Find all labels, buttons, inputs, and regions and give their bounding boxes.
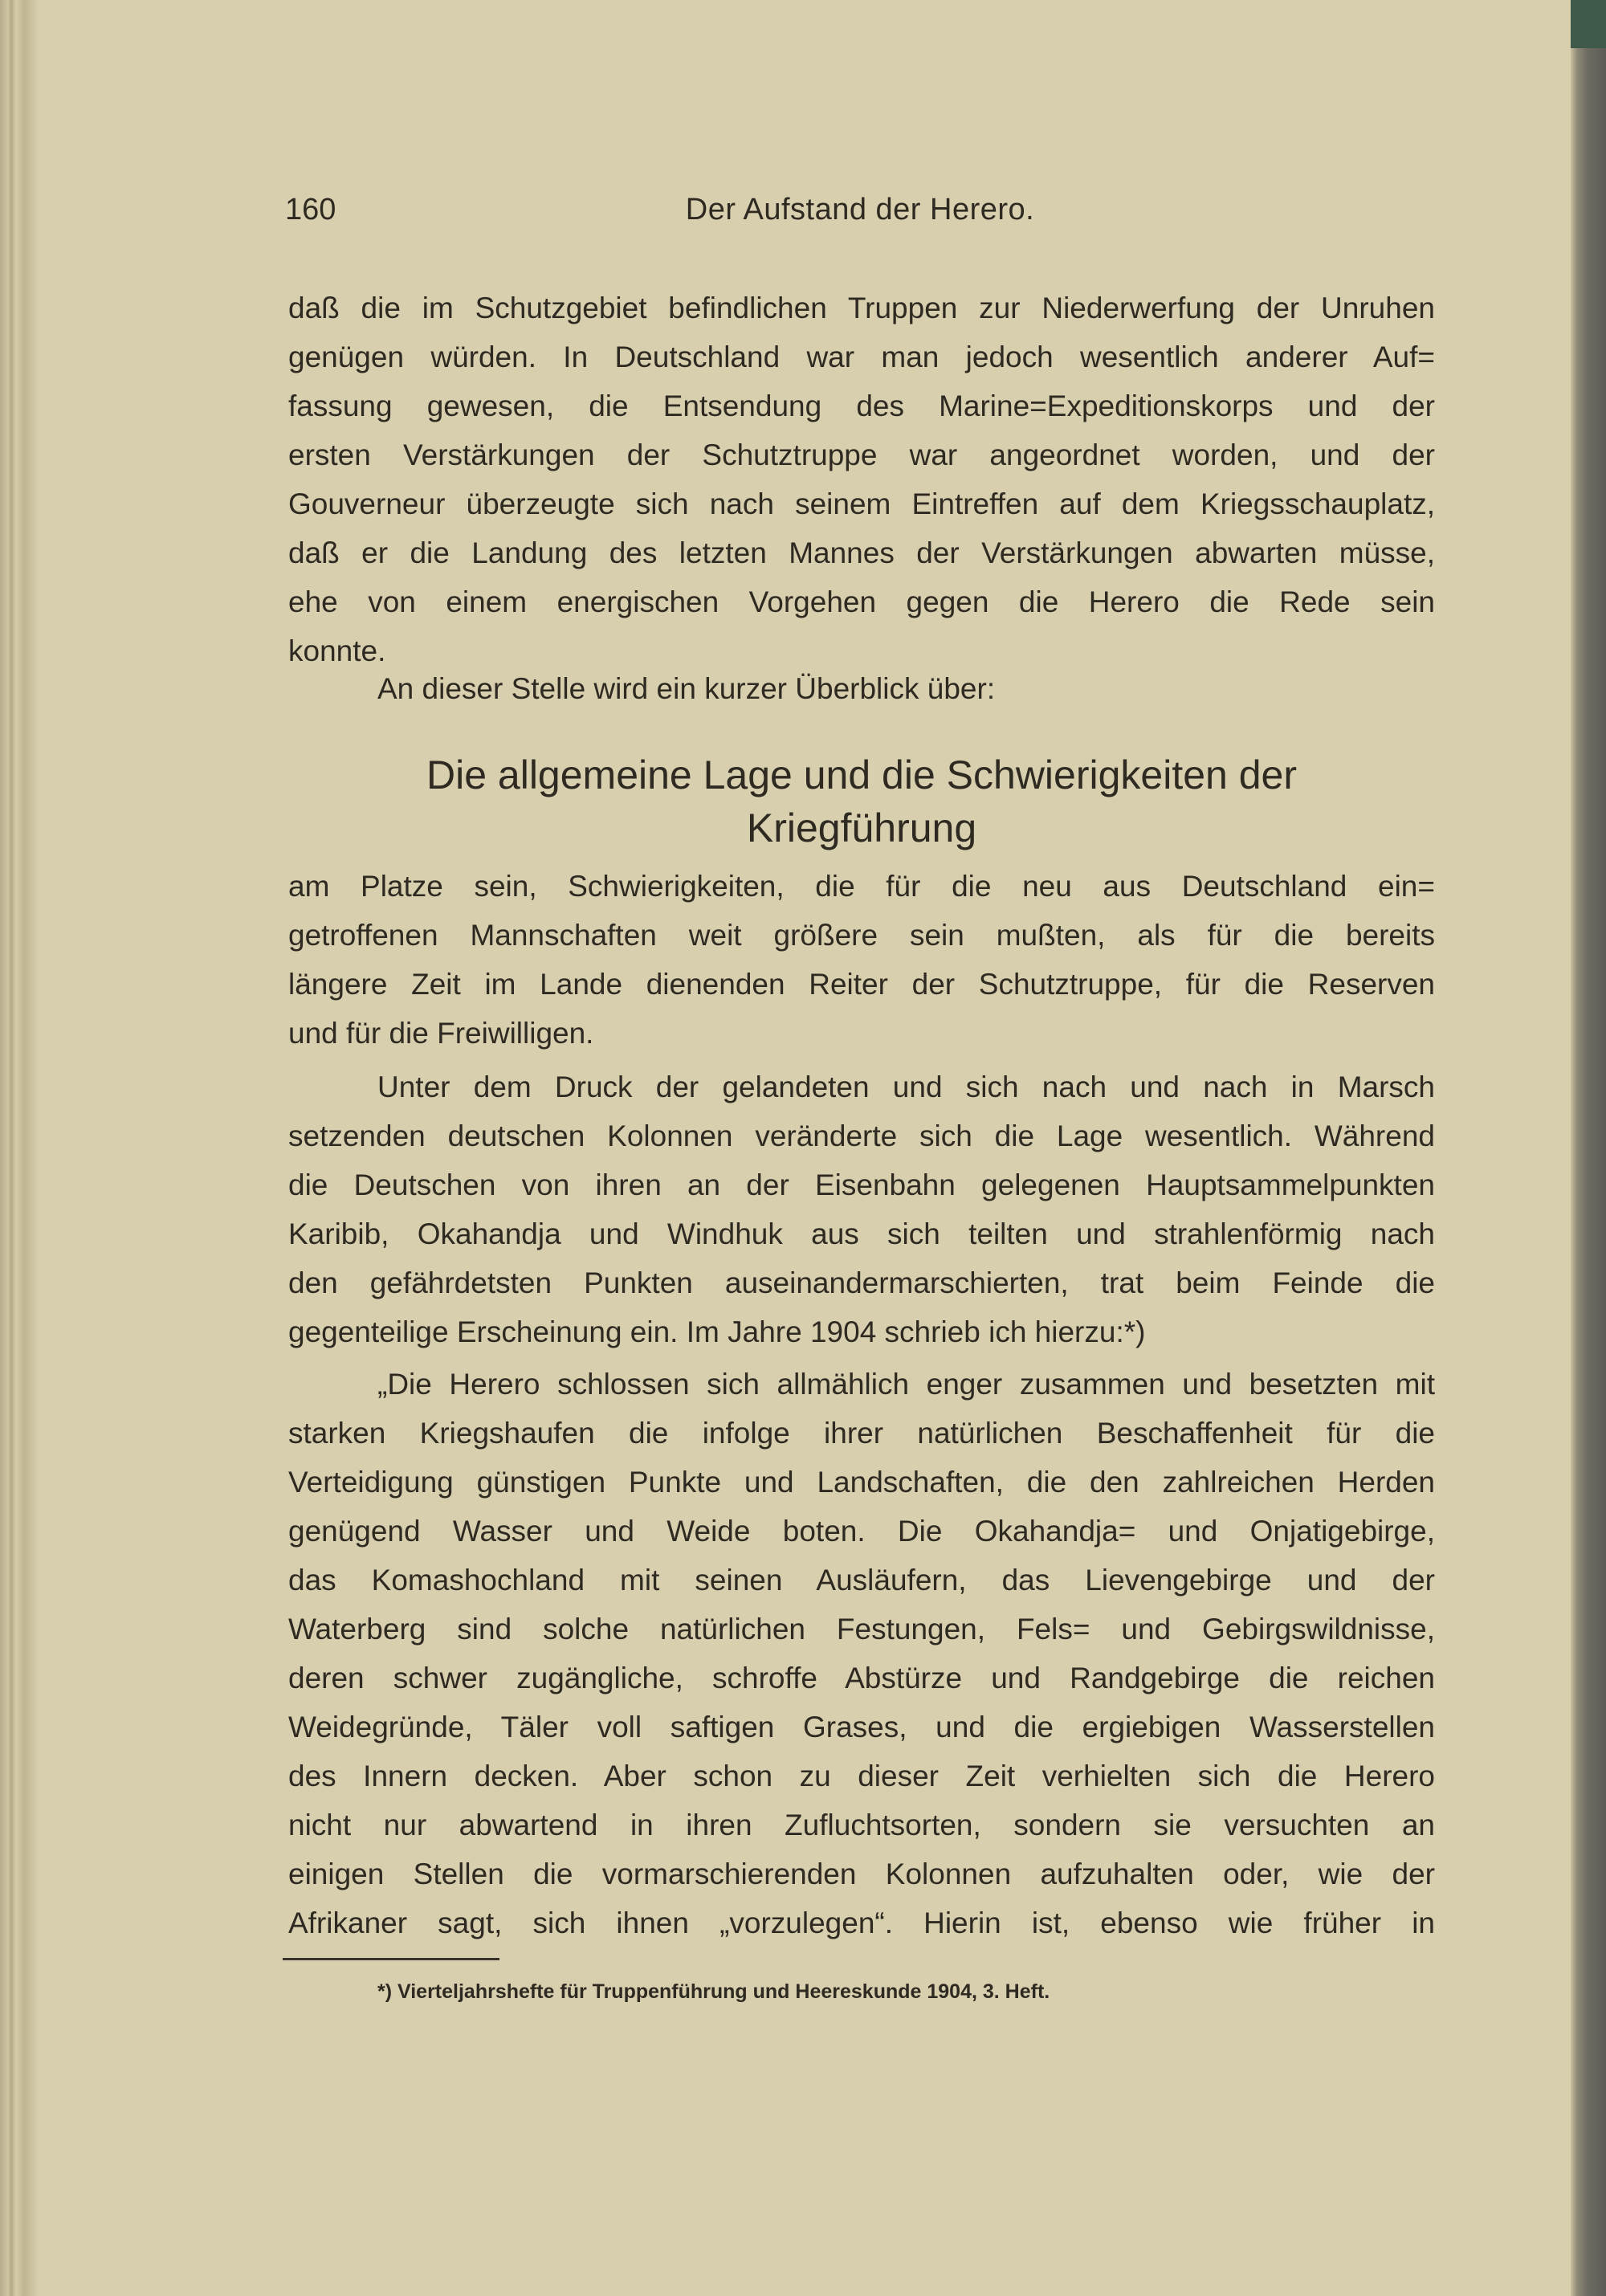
- text-line: ehe von einem energischen Vorgehen gegen die Herero die Rede sein: [288, 585, 1435, 618]
- text-line: nicht nur abwartend in ihren Zufluchtsorten, sondern sie versuchten an: [288, 1809, 1435, 1841]
- page-header: [285, 193, 1435, 238]
- text-line: „Die Herero schlossen sich allmählich enger zusammen und besetzten mit: [377, 1368, 1435, 1401]
- paragraph-2: [288, 862, 1435, 1058]
- text-line: einigen Stellen die vormarschierenden Kolonnen aufzuhalten oder, wie der: [288, 1858, 1435, 1890]
- text-line: genügend Wasser und Weide boten. Die Okahandja= und Onjatigebirge,: [288, 1515, 1435, 1548]
- paragraph-intro: [288, 664, 1435, 713]
- page-number: 160: [285, 193, 336, 226]
- book-binding-edge: [1571, 0, 1606, 2296]
- text-line: Weidegründe, Täler voll saftigen Grases, und die ergiebigen Wasserstellen: [288, 1711, 1435, 1743]
- text-line: konnte.: [288, 634, 386, 667]
- text-line: deren schwer zugängliche, schroffe Abstürze und Randgebirge die reichen: [288, 1662, 1435, 1694]
- text-line: Waterberg sind solche natürlichen Festungen, Fels= und Gebirgswildnisse,: [288, 1613, 1435, 1646]
- text-line: genügen würden. In Deutschland war man jedoch wesentlich anderer Auf=: [288, 341, 1435, 373]
- text-line: starken Kriegshaufen die infolge ihrer natürlichen Beschaffenheit für die: [288, 1417, 1435, 1450]
- text-line: fassung gewesen, die Entsendung des Marine=Expeditionskorps und der: [288, 389, 1435, 422]
- text-line: und für die Freiwilligen.: [288, 1017, 594, 1050]
- text-line: Afrikaner sagt, sich ihnen „vorzulegen“. Hierin ist, ebenso wie früher in: [288, 1907, 1435, 1939]
- text-line: gegenteilige Erscheinung ein. Im Jahre 1904 schrieb ich hierzu:*): [288, 1315, 1146, 1348]
- text-line: des Innern decken. Aber schon zu dieser Zeit verhielten sich die Herero: [288, 1760, 1435, 1792]
- text-line: getroffenen Mannschaften weit größere sein mußten, als für die bereits: [288, 919, 1435, 952]
- text-line: An dieser Stelle wird ein kurzer Überblick über:: [377, 672, 996, 705]
- footnote-rule: [283, 1958, 499, 1960]
- text-line: Unter dem Druck der gelandeten und sich nach und nach in Marsch: [377, 1071, 1435, 1103]
- running-title: Der Aufstand der Herero.: [685, 193, 1035, 226]
- paragraph-3: [288, 1062, 1435, 1356]
- text-line: die Deutschen von ihren an der Eisenbahn gelegenen Hauptsammelpunkten: [288, 1168, 1435, 1201]
- paragraph-4-quote: [288, 1360, 1435, 1947]
- text-line: Karibib, Okahandja und Windhuk aus sich teilten und strahlenförmig nach: [288, 1217, 1435, 1250]
- section-heading: [288, 748, 1435, 854]
- text-line: daß die im Schutzgebiet befindlichen Truppen zur Niederwerfung der Unruhen: [288, 292, 1435, 324]
- footnote: *) Vierteljahrshefte für Truppenführung und Heereskunde 1904, 3. Heft.: [377, 1980, 1050, 2003]
- text-line: den gefährdetsten Punkten auseinandermarschierten, trat beim Feinde die: [288, 1266, 1435, 1299]
- text-line: das Komashochland mit seinen Ausläufern, das Lievengebirge und der: [288, 1564, 1435, 1597]
- heading-line-1: Die allgemeine Lage und die Schwierigkeiten der: [426, 752, 1297, 797]
- heading-line-2: Kriegführung: [746, 805, 977, 850]
- text-line: am Platze sein, Schwierigkeiten, die für die neu aus Deutschland ein=: [288, 870, 1435, 903]
- text-line: ersten Verstärkungen der Schutztruppe war angeordnet worden, und der: [288, 438, 1435, 471]
- book-cover-corner: [1571, 0, 1606, 48]
- text-line: Gouverneur überzeugte sich nach seinem Eintreffen auf dem Kriegsschauplatz,: [288, 487, 1435, 520]
- page-left-edge: [0, 0, 39, 2296]
- text-line: Verteidigung günstigen Punkte und Landschaften, die den zahlreichen Herden: [288, 1466, 1435, 1499]
- text-line: daß er die Landung des letzten Mannes der Verstärkungen abwarten müsse,: [288, 536, 1435, 569]
- text-line: setzenden deutschen Kolonnen veränderte sich die Lage wesentlich. Während: [288, 1119, 1435, 1152]
- text-line: längere Zeit im Lande dienenden Reiter der Schutztruppe, für die Reserven: [288, 968, 1435, 1001]
- paragraph-1: [288, 283, 1435, 675]
